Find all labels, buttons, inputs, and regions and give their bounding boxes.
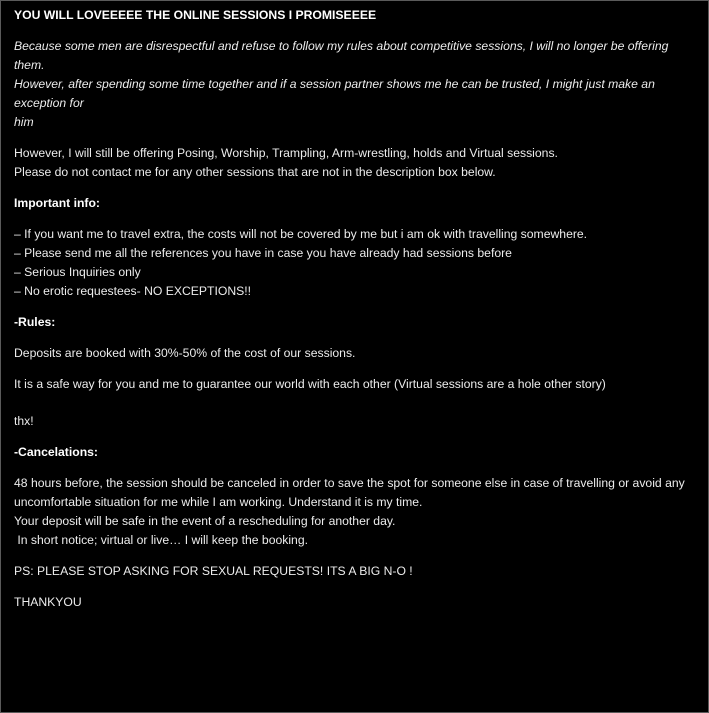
important-heading: Important info: <box>14 196 100 210</box>
cancel-line: 48 hours before, the session should be canceled in order to save the spot for someone else in case of travelling or avoid any <box>14 476 685 490</box>
intro-line: him <box>14 115 34 129</box>
list-item: – Please send me all the references you have in case you have already had sessions before <box>14 246 512 260</box>
offerings-paragraph <box>14 144 695 182</box>
thx-text: thx! <box>14 414 34 428</box>
signoff-text: THANKYOU <box>14 595 82 609</box>
important-list <box>14 225 695 301</box>
ps-text: PS: PLEASE STOP ASKING FOR SEXUAL REQUESTS! ITS A BIG N-O ! <box>14 564 413 578</box>
list-item: – No erotic requestees- NO EXCEPTIONS!! <box>14 284 252 298</box>
cancel-paragraph <box>14 474 695 550</box>
rules-heading: -Rules: <box>14 315 56 329</box>
offerings-line: Please do not contact me for any other sessions that are not in the description box below. <box>14 165 496 179</box>
list-item: – If you want me to travel extra, the costs will not be covered by me but i am ok with travelling somewhere. <box>14 227 588 241</box>
cancel-line: In short notice; virtual or live… I will keep the booking. <box>14 533 308 547</box>
offerings-line: However, I will still be offering Posing, Worship, Trampling, Arm-wrestling, holds and Virtual sessions. <box>14 146 558 160</box>
list-item: – Serious Inquiries only <box>14 265 141 279</box>
intro-line: However, after spending some time together and if a session partner shows me he can be trusted, I might just make an exception for <box>14 77 655 110</box>
rules-safe: It is a safe way for you and me to guarantee our world with each other (Virtual sessions are a hole other story) <box>14 377 606 391</box>
cancel-line: uncomfortable situation for me while I am working. Understand it is my time. <box>14 495 423 509</box>
rules-deposit: Deposits are booked with 30%-50% of the cost of our sessions. <box>14 346 356 360</box>
intro-line: Because some men are disrespectful and refuse to follow my rules about competitive sessions, I will no longer be offering them. <box>14 39 669 72</box>
cancel-line: Your deposit will be safe in the event of a rescheduling for another day. <box>14 514 396 528</box>
intro-note <box>14 37 695 132</box>
page-title: YOU WILL LOVEEEEE THE ONLINE SESSIONS I PROMISEEEE <box>14 8 377 22</box>
cancel-heading: -Cancelations: <box>14 445 98 459</box>
